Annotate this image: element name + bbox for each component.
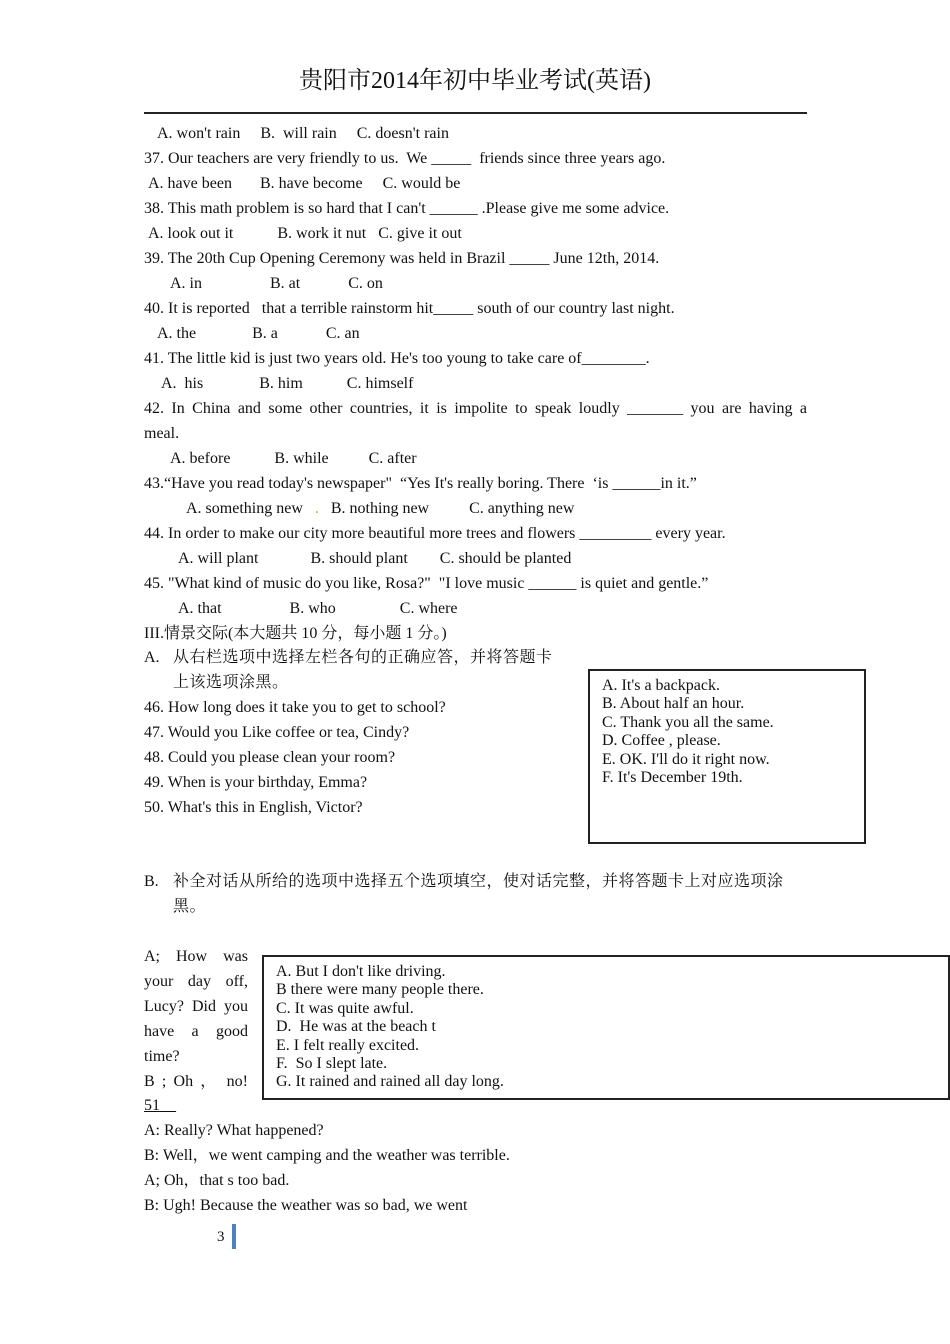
part-b-instruction-1: 补全对话从所给的选项中选择五个选项填空，使对话完整，并将答题卡上对应选项涂: [173, 873, 784, 890]
part-b-label: B.: [144, 873, 159, 890]
question-45: 45. "What kind of music do you like, Rosa?" "I love music ______ is quiet and gentle.”: [144, 575, 709, 592]
box-b-option: D. He was at the beach t: [276, 1018, 436, 1036]
dialog-line: time?: [144, 1048, 180, 1065]
q41-options: A. his B. him C. himself: [161, 375, 414, 392]
part-b-instruction-2: 黑。: [173, 898, 207, 915]
page-title: 贵阳市2014年初中毕业考试(英语): [299, 68, 651, 94]
q43-options-bc: B. nothing new C. anything new: [330, 500, 575, 517]
question-48: 48. Could you please clean your room?: [144, 749, 396, 766]
q38-options: A. look out it B. work it nut C. give it out: [148, 225, 462, 242]
answer-box-b: [262, 955, 950, 1100]
box-a-option: A. It's a backpack.: [602, 677, 720, 694]
question-46: 46. How long does it take you to get to school?: [144, 699, 446, 716]
question-44: 44. In order to make our city more beautiful more trees and flowers _________ every year.: [144, 525, 726, 542]
dialog-line: have a good: [144, 1023, 248, 1040]
question-41: 41. The little kid is just two years old. He's too young to take care of________.: [144, 350, 650, 367]
box-a-option: C. Thank you all the same.: [602, 713, 774, 731]
dialog-b2: B: Well，we went camping and the weather was terrible.: [144, 1147, 510, 1164]
q45-options: A. that B. who C. where: [178, 600, 458, 617]
box-a-option: B. About half an hour.: [602, 695, 745, 713]
part-a-instruction-2: 上该选项涂黑。: [173, 674, 289, 691]
answer-box-a: [588, 669, 866, 844]
box-a-option: D. Coffee , please.: [602, 732, 721, 750]
dialog-line: A; How was: [144, 948, 248, 965]
box-b-option: F. So I slept late.: [276, 1055, 388, 1073]
dialog-a2: A: Really? What happened?: [144, 1122, 324, 1139]
dialog-a3: A; Oh，that s too bad.: [144, 1172, 290, 1189]
q36-options: A. won't rain B. will rain C. doesn't rain: [157, 125, 449, 142]
question-43: 43.“Have you read today's newspaper" “Yes It's really boring. There ‘is ______in it.”: [144, 475, 697, 492]
question-38: 38. This math problem is so hard that I can't ______ .Please give me some advice.: [144, 200, 670, 217]
dialog-line: B ; Oh ， no!: [144, 1073, 248, 1090]
q37-options: A. have been B. have become C. would be: [148, 175, 461, 192]
title-divider: [144, 112, 807, 114]
blank-51: 51__: [144, 1097, 176, 1114]
question-39: 39. The 20th Cup Opening Ceremony was held in Brazil _____ June 12th, 2014.: [144, 250, 660, 267]
q40-options: A. the B. a C. an: [157, 325, 360, 342]
q43-option-a: A. something new: [186, 500, 303, 517]
q43-options: [186, 499, 574, 519]
box-a-option: E. OK. I'll do it right now.: [602, 750, 770, 768]
part-a-label: A.: [144, 649, 160, 666]
q44-options: A. will plant B. should plant C. should be planted: [178, 550, 572, 567]
page-number: 3: [217, 1229, 225, 1245]
question-49: 49. When is your birthday, Emma?: [144, 774, 368, 791]
box-b-option: C. It was quite awful.: [276, 999, 414, 1017]
question-40: 40. It is reported that a terrible rainstorm hit_____ south of our country last night.: [144, 300, 675, 317]
box-b-option: E. I felt really excited.: [276, 1036, 420, 1054]
section-3-heading: III.情景交际(本大题共 10 分，每小题 1 分。): [144, 625, 447, 642]
q42-options: A. before B. while C. after: [170, 450, 417, 467]
question-47: 47. Would you Like coffee or tea, Cindy?: [144, 724, 410, 741]
box-b-option: B there were many people there.: [276, 981, 484, 999]
box-b-option: A. But I don't like driving.: [276, 963, 446, 980]
box-b-option: G. It rained and rained all day long.: [276, 1073, 504, 1091]
dialog-b3: B: Ugh! Because the weather was so bad, we went: [144, 1197, 468, 1214]
stray-mark: .: [314, 500, 319, 517]
q39-options: A. in B. at C. on: [170, 275, 383, 292]
box-a-option: F. It's December 19th.: [602, 769, 743, 787]
question-42-line2: meal.: [144, 425, 180, 442]
page-number-bar: [232, 1224, 236, 1249]
question-42-line1: 42. In China and some other countries, it is impolite to speak loudly _______ you are having a: [144, 400, 807, 417]
dialog-opening: [144, 944, 248, 1094]
dialog-line: Lucy? Did you: [144, 998, 248, 1015]
question-37: 37. Our teachers are very friendly to us. We _____ friends since three years ago.: [144, 150, 666, 167]
question-50: 50. What's this in English, Victor?: [144, 799, 363, 816]
part-a-instruction-1: 从右栏选项中选择左栏各句的正确应答，并将答题卡: [173, 649, 553, 666]
dialog-line: your day off,: [144, 973, 248, 990]
